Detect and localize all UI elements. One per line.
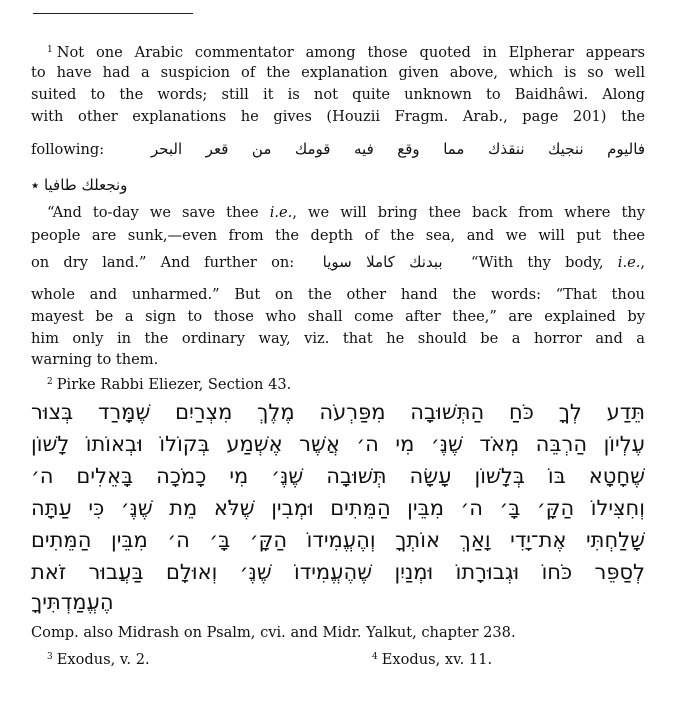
footnote-1-line-11: mayest be a sign to those who shall come after thee,” are explained by xyxy=(31,308,645,325)
footnote-1-marker: 1 xyxy=(47,45,53,55)
hebrew-line-4: וְחִצִּילוֹ הַקָּ׳ בָּ׳ ה׳ מִבֵּין הַמֵּתִים וּמְבִין שֶׁלֹּא מֵת שֶׁנֶּ׳ כִּי עַתָּה xyxy=(31,496,645,520)
footnote-3: $^3$ Exodus, v. 2. xyxy=(47,651,150,668)
arabic-quote-2: ونجعلك طافيا ٭ xyxy=(31,176,128,194)
arabic-quote-3: ببدنك كاملا سويا xyxy=(322,253,443,271)
footnote-2-marker: 2 xyxy=(47,377,53,387)
footnote-1-line-12: him only in the ordinary way, viz. that he should be a horror and a xyxy=(31,330,645,347)
footnote-1-line-8: people are sunk,—even from the depth of the sea, and we will put thee xyxy=(31,227,645,244)
footnote-3-marker: 3 xyxy=(47,652,53,662)
footnote-1-line-2: to have had a suspicion of the explanation given above, which is so well xyxy=(31,64,645,81)
footnote-1-line-3: suited to the words; still it is not quite unknown to Baidhâwi. Along xyxy=(31,86,645,103)
hebrew-line-1: תֵּדַע לְךָ כֹּחַ הַתְּשׁוּבָה מִפַּרְעֹה מֶלֶךְ מִצְרַיִם שֶׁמָּרַד בְּצוּר xyxy=(31,400,645,424)
hebrew-line-2: עֶלְיוֹן הַרְבֵּה מְאֹד שֶׁנֶּ׳ מִי ה׳ אֲשֶׁר אֶשְׁמַע בְּקוֹלוֹ וּבְאוֹתוֹ לָשׁוֹן xyxy=(31,432,645,456)
footnote-1-line-5: following: فاليوم ننجيك ننقذك مما وقع فيه قومك من قعر البحر xyxy=(31,140,645,158)
hebrew-line-5: שָׁלַחְתִּי אֶת־יָדִי וָאַךְ אוֹתְךָ וְהֶעֱמִידוֹ הַקָּ׳ בָּ׳ ה׳ מִבֵּין הַמֵּתִים xyxy=(31,528,645,552)
footnote-4: $^4$ Exodus, xv. 11. xyxy=(372,651,493,668)
footnote-1-line-1: $^1$ Not one Arabic commentator among those quoted in Elpherar appears xyxy=(47,44,645,61)
hebrew-line-7: הֶעֱמַדְתִּיךָ xyxy=(31,590,114,614)
footnote-1-line-9: on dry land.” And further on: ببدنك كاملا سويا “With thy body, i.e., xyxy=(31,253,646,271)
footnote-2-citation: $^2$ Pirke Rabbi Eliezer, Section 43. xyxy=(47,376,292,393)
footnote-2-comparison: Comp. also Midrash on Psalm, cvi. and Midr. Yalkut, chapter 238. xyxy=(31,624,516,641)
hebrew-line-3: שֶׁחָטָא בּוֹ בְּלָשׁוֹן עָשָׂה תְּשׁוּבָה שֶׁנֶּ׳ מִי כָמֹכָה בָּאֵלִים ה׳ xyxy=(31,464,645,488)
footnote-1-line-13: warning to them. xyxy=(31,351,159,368)
footnote-4-marker: 4 xyxy=(372,652,378,662)
hebrew-line-6: לְסַפֵּר כֹּחוֹ וּגְבוּרָתוֹ וּמְנַיִן שֶׁהֶעֱמִידוֹ שֶׁנֶּ׳ וְאוּלָם בַּעֲבוּר זֹאת xyxy=(31,560,645,584)
footnote-1-line-6 xyxy=(31,175,645,196)
arabic-quote-1: فاليوم ننجيك ننقذك مما وقع فيه قومك من قعر البحر xyxy=(150,140,645,158)
footnote-1-line-7: “And to-day we save thee i.e., we will bring thee back from where thy xyxy=(47,204,645,221)
footnote-1-line-10: whole and unharmed.” But on the other hand the words: “That thou xyxy=(31,286,645,303)
footnote-1-line-4: with other explanations he gives (Houzii Fragm. Arab., page 201) the xyxy=(31,108,645,125)
footnote-rule xyxy=(33,13,193,14)
